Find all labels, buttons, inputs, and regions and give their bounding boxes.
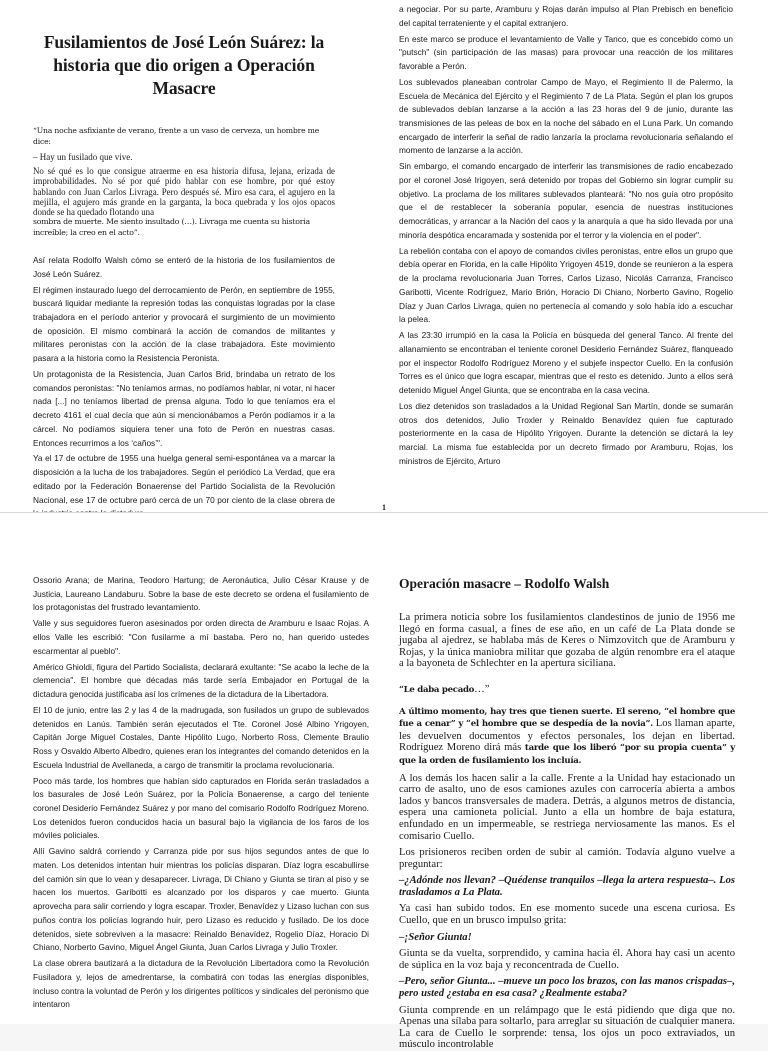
body-paragraph: A las 23:30 irrumpió en la casa la Policía en búsqueda del general Tanco. Al frente del allanamiento se encontraban el teniente coronel Desiderio Fernández Suárez, flanqueado por el inspector Rodolfo Rodríguez Moreno y el subjefe inspector Cuello. En la confusión Torres es el único que logra escapar, mientras que el resto es detenido. Junto a ellos será detenido Miguel Ángel Giunta, que se encontraba en la casa vecina. (399, 330, 733, 395)
article-title: Fusilamientos de José León Suárez: la historia que dio origen a Operación Masacre (43, 32, 325, 98)
section-intro: La primera noticia sobre los fusilamientos clandestinos de junio de 1956 me llegó en forma casual, a fines de ese año, en un café de La Plata donde se jugaba al ajedrez, se hablaba más de Keres o Nimzovitch que de Aramburu y Rojas, y la única maniobra militar que gozaba de algún renombre era el ataque a la bayoneta de Schlechter en la apertura siciliana. (399, 612, 735, 670)
page2-right-column (399, 576, 736, 1051)
le-daba-bold: “Le daba pecado (399, 684, 475, 695)
page-2 (0, 512, 768, 1051)
intro-paragraph: No sé qué es lo que consigue atraerme en esa historia difusa, lejana, erizada de improbabilidades. No sé por qué pido hablar con ese hombre, por qué estoy hablando con Juan Carlos Livraga. Pero después sé. Miro esa cara, el agujero en la mejilla, el agujero más grande en la garganta, la boca quebrada y los ojos opacos donde se ha quedado flotando una (33, 166, 335, 218)
body-paragraph: Así relata Rodolfo Walsh cómo se enteró de la historia de los fusilamientos de José León Suárez. (33, 255, 335, 279)
page1-right-column (399, 3, 733, 502)
page-1 (0, 0, 768, 512)
section-title: Operación masacre – Rodolfo Walsh (399, 576, 610, 591)
body-paragraph: Los sublevados planeaban controlar Campo de Mayo, el Regimiento II de Palermo, la Escuela de Mecánica del Ejército y el Regimiento 7 de La Plata. Según el plan los grupos de sublevados debían lanzarse a la acción a las 23 horas del 9 de junio, durante las transmisiones de las peleas de box en la noche del sábado en el Luna Park. Un comando encargado de interferir la señal de radio lanzaría la proclama revolucionaria señalando el momento de lanzarse a la acción. (399, 76, 733, 156)
body-paragraph: a negociar. Por su parte, Aramburu y Rojas darán impulso al Plan Prebisch en beneficio del capital terrateniente y el capital extranjero. (399, 4, 733, 28)
body-paragraph: Allí Gavino saldrá corriendo y Carranza pide por sus hijos segundos antes de que lo maten. Los detenidos intentan huir mientras los policías disparan. Díaz logra escabullirse del camión sin que lo vean y desaparecer. Livraga, Di Chiano y Giunta se tiran al piso y se hacen los muertos. Garibotti es alcanzado por los disparos y cae muerto. Giunta aprovecha para salir corriendo y logra escapar. Troxler, Benavídez y Lizaso luchan con sus puños contra los policías logrando huir, pero Lizaso es reducido y fusilado. De los doce detenidos, siete sobreviven a la masacre: Reinaldo Benavídez, Rogelio Díaz, Horacio Di Chiano, Norberto Gavino, Miguel Ángel Giunta, Juan Carlos Livraga y Julio Troxler. (33, 846, 369, 953)
page2-left-column (33, 574, 369, 1024)
dialog-line: –¿Adónde nos llevan? –Quédense tranquilos –llega la artera respuesta–. Los trasladamos a La Plata. (399, 875, 735, 898)
dialog-line: –Pero, señor Giunta... –mueve un poco los brazos, con las manos crispadas–, pero usted ¿estaba en esa casa? ¿Realmente estaba? (399, 976, 735, 1000)
body-paragraph: La rebelión contaba con el apoyo de comandos civiles peronistas, entre ellos un grupo que debía operar en Florida, en la calle Hipólito Yrigoyen 4519, donde se reunieron a la espera de la proclama revolucionaria Juan Torres, Carlos Lizaso, Nicolás Carranza, Francisco Garibotti, Vicente Rodríguez, Mario Brión, Horacio Di Chiano, Norberto Gavino, Rogelio Díaz y Juan Carlos Livraga, quien no pertenecía al comando y solo había ido a escuchar la pelea. (399, 245, 733, 325)
body-paragraph: Ya casi han subido todos. En ese momento sucede una escena curiosa. Es Cuello, que en un brusco impulso grita: (399, 903, 735, 927)
ultimo-regular: Los llaman aparte, les devuelven documentos y efectos personales, los dejan en libertad. Rodríguez Moreno dirá más (399, 718, 736, 754)
body-paragraph: Sin embargo, el comando encargado de interferir las transmisiones de radio encabezado por el coronel José Irigoyen, será detenido por tropas del Gobierno sin lograr cumplir su objetivo. La proclama de los militares sublevados planteará: "No nos guía otro propósito que el de restablecer la soberanía popular, esencia de nuestras instituciones democráticas, y arrancar a la Nación del caos y la anarquía a que ha sido llevada por una minoría despótica encaramada y sostenida por el terror y la violencia en el poder". (399, 161, 733, 240)
body-paragraph: A los demás los hacen salir a la calle. Frente a la Unidad hay estacionado un carro de asalto, uno de esos camiones azules con carrocería abierta a ambos lados y bancos transversales de madera. Detrás, a algunos metros de distancia, espera una camioneta policial. Junto a ella un hombre de baja estatura, enfundado en un impermeable, se restriega nerviosamente las manos. Es el comisario Cuello. (399, 772, 735, 842)
body-paragraph: La clase obrera bautizará a la dictadura de la Revolución Libertadora como la Revolución Fusiladora y, lejos de amedrentarse, la combatirá con todas las energías disponibles, incluso contra la voluntad de Perón y los dirigentes políticos y sindicales del peronismo que intentaron (33, 958, 369, 1010)
ultimo-bold-2: y “el hombre que se despedía de la novia”. (458, 719, 653, 730)
dialog-line: –¡Señor Giunta! (399, 931, 472, 943)
quote-dash-line: – Hay un fusilado que vive. (33, 152, 133, 162)
body-paragraph: En este marco se produce el levantamiento de Valle y Tanco, que es concebido como un "putsch" (sin participación de las masas) para provocar una reacción de los militares favorable a Perón. (399, 33, 733, 71)
body-paragraph: Ya el 17 de octubre de 1955 una huelga general semi-espontánea va a marcar la disposición a la lucha de los trabajadores. Según el periódico La Verdad, que era editado por la Federación Bonaerense del Partido Socialista de la Revolución Nacional, ese 17 de octubre paró cerca de un 70 por ciento de la clase obrera de (33, 453, 335, 505)
body-paragraph: Giunta se da vuelta, sorprendido, y camina hacia él. Ahora hay casi un acento de súplica en la voz baja y reconcentrada de Cuello. (399, 948, 735, 971)
body-paragraph: El régimen instaurado luego del derrocamiento de Perón, en septiembre de 1955, buscará liquidar mediante la represión todas las conquistas logradas por la clase trabajadora en el período anterior y provocará el surgimiento de un movimiento de oposición. El mismo combinará la acción de comandos de militantes y militares peronistas con la acción de la clase trabajadora. Este movimiento pasara a la historia como la Resistencia Peronista. (33, 284, 335, 364)
body-paragraph: Los prisioneros reciben orden de subir al camión. Todavía alguno vuelve a preguntar: (399, 847, 735, 870)
ultimo-momento-paragraph (399, 706, 735, 768)
page1-left-column (33, 31, 335, 512)
body-paragraph: Poco más tarde, los hombres que habían sido capturados en Florida serán trasladados a los basurales de José León Suárez, por la Policía Bonaerense, a cargo del teniente coronel Desiderio Fernández Suárez y por mano del comisario Rodolfo Rodríguez Moreno. Los detenidos fueron conducidos hacia un basural bajo la vigilancia de los faros de los móviles policiales. (33, 775, 369, 841)
body-paragraph: Los diez detenidos son trasladados a la Unidad Regional San Martín, donde se sumarán otros dos detenidos, Julio Troxler y Reinaldo Benavídez quien fue capturado posteriormente en la casa de Hipólito Yrigoyen. Durante la detención se dictará la ley marcial. La misma fue establecida por un decreto firmado por Aramburu, Rojas, los ministros de Ejército, Arturo (399, 400, 733, 466)
body-paragraph: Giunta comprende en un relámpago que le está pidiendo que diga que no. Apenas una sílaba para soltarlo, para arreglar su situación de cualquier manera. La cara de Cuello le sorprende: tensa, los ojos un poco extraviados, un músculo incontrolable (399, 1004, 735, 1051)
le-daba-heading (399, 684, 735, 697)
intro-paragraph-end: sombra de muerte. Me siento insultado (…). Livraga me cuenta su historia increíble; la creo en el acto”. (33, 217, 310, 237)
body-paragraph: Ossorio Arana; de Marina, Teodoro Hartung; de Aeronáutica, Julio César Krause y de Justicia, Laureano Landaburu. Sobre la base de este decreto se ordena el fusilamiento de los protagonistas del frustrado levantamiento. (33, 575, 369, 613)
le-daba-ellipsis: …” (474, 683, 490, 695)
body-paragraph: Un protagonista de la Resistencia, Juan Carlos Brid, brindaba un retrato de los comandos peronistas: "No teníamos armas, no podíamos hablar, ni votar, ni hacer nada [...] no teníamos libertad de prensa alguna. Todo lo que teníamos era el decreto 4161 el cual decía que aún si mencionábamos a Perón podíamos ir a la cárcel. No podíamos siquiera tener una foto de Perón en nuestras casas. Entonces recurrimos a los ‘caños’". (33, 369, 335, 448)
ultimo-bold-1: A último momento, hay tres que tienen suerte. El sereno, “el hombre que fue a cenar” (399, 706, 735, 730)
opening-quote: “Una noche asfixiante de verano, frente a un vaso de cerveza, un hombre me dice: (33, 126, 320, 146)
body-paragraph: Américo Ghioldi, figura del Partido Socialista, declarará exultante: "Se acabo la leche de la clemencia". El hombre que décadas más tarde sería Embajador en Portugal de la dictadura genocida justificaba así los crímenes de la dictadura de la Libertadora. (33, 661, 369, 699)
ultimo-bold-3: tarde que los liberó “por su propia cuenta” y que la orden de fusilamiento los incluía. (399, 743, 735, 766)
page-number: 1 (382, 503, 386, 512)
body-paragraph: Valle y sus seguidores fueron asesinados por orden directa de Aramburu e Isaac Rojas. A ellos Valle les escribió: "Con fusilarme a mí bastaba. Pero no, han querido ustedes escarmentar al pueblo". (33, 618, 369, 656)
body-paragraph: El 10 de junio, entre las 2 y las 4 de la madrugada, son fusilados un grupo de sublevados detenidos en Lanús. También serán ejecutados el Tte. Coronel José Albino Yrigoyen, Capitán Jorge Miguel Costales, Dante Hipólito Lugo, Norberto Ross, Clemente Braulio Ross y Osvaldo Alberto Albedro, quienes eran los integrantes del comando detenidos en la Escuela Industrial de Avellaneda, a cargo de transmitir la proclama revolucionaria. (33, 704, 369, 770)
